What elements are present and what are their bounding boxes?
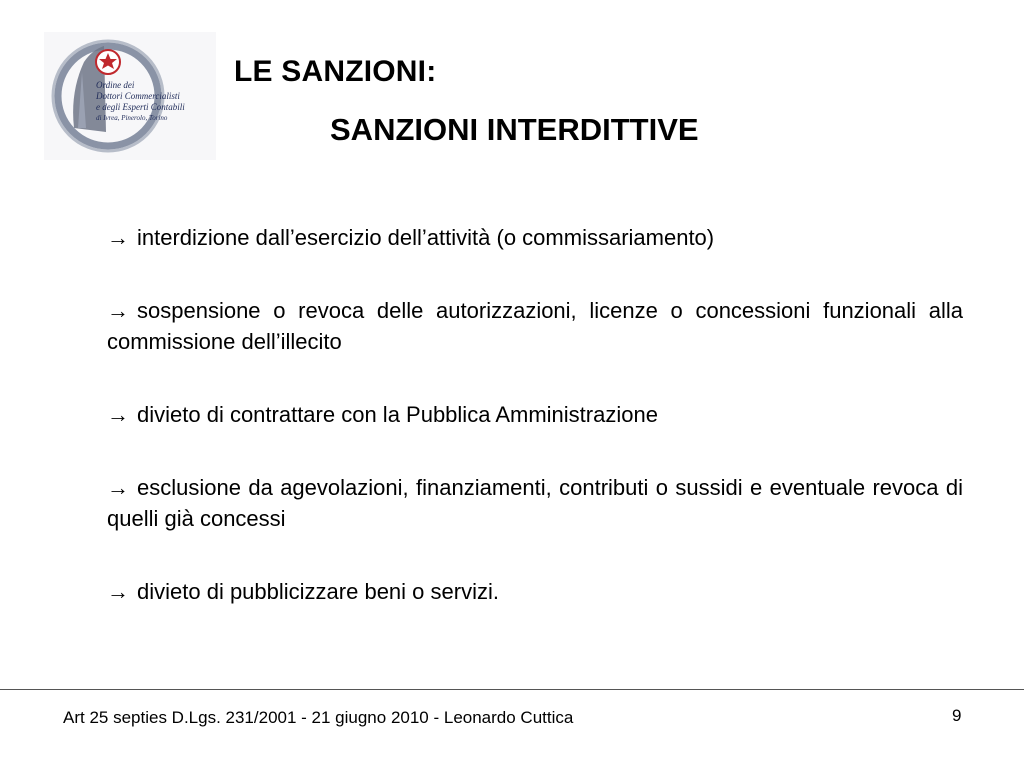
- order-logo: [44, 32, 216, 160]
- list-item: [107, 399, 963, 430]
- list-item: [107, 472, 963, 534]
- bullet-text: sospensione o revoca delle autorizzazioni, licenze o concessioni funzionali alla commissione dell’illecito: [107, 298, 963, 354]
- order-seal-icon: [44, 32, 216, 160]
- arrow-right-icon: →: [107, 225, 129, 250]
- arrow-right-icon: →: [107, 475, 129, 500]
- page-number: 9: [952, 706, 962, 725]
- list-item: [107, 222, 963, 253]
- list-item: [107, 295, 963, 357]
- logo-text-line: Ordine dei: [96, 80, 135, 90]
- arrow-right-icon: →: [107, 402, 129, 427]
- bullet-list: [107, 222, 963, 607]
- logo-text-line: e degli Esperti Contabili: [96, 102, 185, 112]
- arrow-right-icon: →: [107, 579, 129, 604]
- footer-text: Art 25 septies D.Lgs. 231/2001 - 21 giugno 2010 - Leonardo Cuttica: [63, 708, 574, 727]
- slide-title: LE SANZIONI:: [234, 55, 437, 88]
- list-item: [107, 576, 963, 607]
- logo-text-line: Dottori Commercialisti: [96, 91, 180, 101]
- arrow-right-icon: →: [107, 298, 129, 323]
- logo-text-line: di Ivrea, Pinerolo, Torino: [96, 114, 168, 122]
- bullet-text: divieto di contrattare con la Pubblica Amministrazione: [137, 402, 658, 427]
- bullet-text: esclusione da agevolazioni, finanziamenti, contributi o sussidi e eventuale revoca di quelli già concessi: [107, 475, 963, 531]
- footer-divider: [0, 689, 1024, 690]
- slide-subtitle: SANZIONI INTERDITTIVE: [330, 112, 699, 147]
- bullet-text: interdizione dall’esercizio dell’attività (o commissariamento): [137, 225, 715, 250]
- bullet-text: divieto di pubblicizzare beni o servizi.: [137, 579, 499, 604]
